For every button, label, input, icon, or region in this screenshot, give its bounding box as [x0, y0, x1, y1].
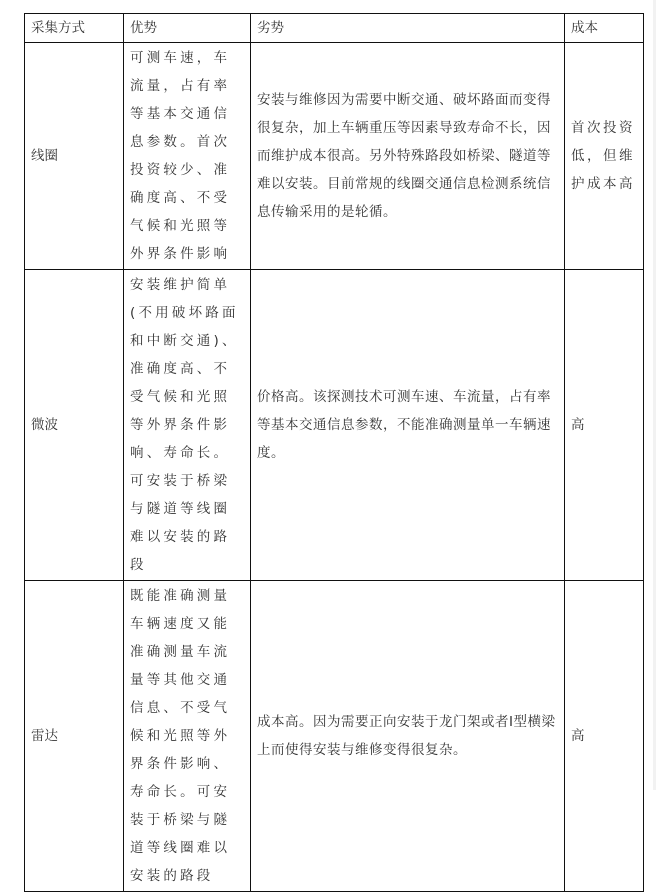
cell-advantages: 可测车速，车流量，占有率等基本交通信息参数。首次投资较少、准确度高、不受气候和光照等外界条件影响 — [124, 43, 251, 270]
cell-cost: 高 — [565, 581, 644, 892]
cell-method: 雷达 — [25, 581, 124, 892]
cell-cost: 高 — [565, 270, 644, 581]
detection-method-comparison-table — [24, 13, 644, 892]
cell-cost: 首次投资低，但维护成本高 — [565, 43, 644, 270]
header-advantages: 优势 — [124, 14, 251, 43]
header-method: 采集方式 — [25, 14, 124, 43]
cell-disadvantages: 价格高。该探测技术可测车速、车流量，占有率等基本交通信息参数，不能准确测量单一车辆速度。 — [251, 270, 565, 581]
header-disadvantages: 劣势 — [251, 14, 565, 43]
cell-method: 线圈 — [25, 43, 124, 270]
table-row — [25, 43, 644, 270]
cell-advantages: 既能准确测量车辆速度又能准确测量车流量等其他交通信息、不受气候和光照等外界条件影响、寿命长。可安装于桥梁与隧道等线圈难以安装的路段 — [124, 581, 251, 892]
table-row — [25, 270, 644, 581]
header-cost: 成本 — [565, 14, 644, 43]
cell-disadvantages: 安装与维修因为需要中断交通、破坏路面而变得很复杂，加上车辆重压等因素导致寿命不长，因而维护成本很高。另外特殊路段如桥梁、隧道等难以安装。目前常规的线圈交通信息检测系统信息传输采用的是轮循。 — [251, 43, 565, 270]
cell-disadvantages: 成本高。因为需要正向安装于龙门架或者I型横梁上而使得安装与维修变得很复杂。 — [251, 581, 565, 892]
table-header-row — [25, 14, 644, 43]
cell-method: 微波 — [25, 270, 124, 581]
table-row — [25, 581, 644, 892]
cell-advantages: 安装维护简单(不用破坏路面和中断交通)、准确度高、不受气候和光照等外界条件影响、寿命长。可安装于桥梁与隧道等线圈难以安装的路段 — [124, 270, 251, 581]
